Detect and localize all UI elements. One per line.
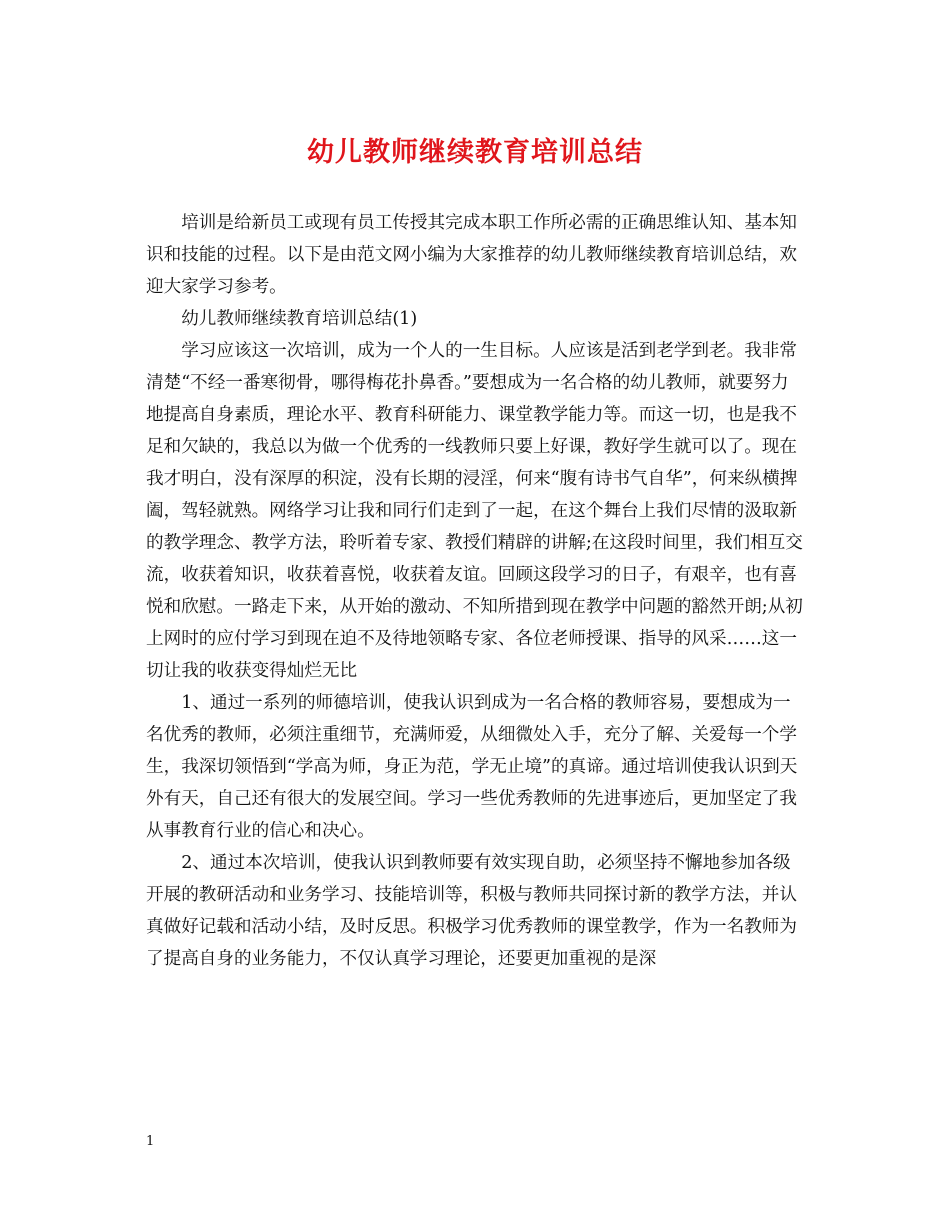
page-number: 1 — [146, 1134, 155, 1149]
paragraph-point-2: 2、通过本次培训，使我认识到教师要有效实现自助，必须坚持不懈地参加各级开展的教研活动和业务学习、技能培训等，积极与教师共同探讨新的教学方法，并认真做好记载和活动小结，及时反思。积极学习优秀教师的课堂教学，作为一名教师为了提高自身的业务能力，不仅认真学习理论，还要更加重视的是深 — [146, 853, 797, 969]
document-title: 幼儿教师继续教育培训总结 — [307, 137, 643, 168]
paragraph-point-1: 1、通过一系列的师德培训，使我认识到成为一名合格的教师容易，要想成为一名优秀的教师，必须注重细节，充满师爱，从细微处入手，充分了解、关爱每一个学生，我深切领悟到“学高为师，身正为范，学无止境”的真谛。通过培训使我认识到天外有天，自己还有很大的发展空间。学习一些优秀教师的先进事迹后，更加坚定了我从事教育行业的信心和决心。 — [146, 693, 798, 841]
document-body — [146, 207, 806, 975]
paragraph-reflection: 学习应该这一次培训，成为一个人的一生目标。人应该是活到老学到老。我非常清楚“不经一番寒彻骨，哪得梅花扑鼻香。”要想成为一名合格的幼儿教师，就要努力地提高自身素质，理论水平、教育科研能力、课堂教学能力等。而这一切，也是我不足和欠缺的，我总以为做一个优秀的一线教师只要上好课，教好学生就可以了。现在我才明白，没有深厚的积淀，没有长期的浸淫，何来“腹有诗书气自华”，何来纵横捭阖，驾轻就熟。网络学习让我和同行们走到了一起，在这个舞台上我们尽情的汲取新的教学理念、教学方法，聆听着专家、教授们精辟的讲解;在这段时间里，我们相互交流，收获着知识，收获着喜悦，收获着友谊。回顾这段学习的日子，有艰辛，也有喜悦和欣慰。一路走下来，从开始的激动、不知所措到现在教学中问题的豁然开朗;从初上网时的应付学习到现在迫不及待地领略专家、各位老师授课、指导的风采……这一切让我的收获变得灿烂无比 — [146, 341, 803, 681]
paragraph-intro: 培训是给新员工或现有员工传授其完成本职工作所必需的正确思维认知、基本知识和技能的过程。以下是由范文网小编为大家推荐的幼儿教师继续教育培训总结，欢迎大家学习参考。 — [146, 213, 797, 297]
paragraph-subtitle: 幼儿教师继续教育培训总结(1) — [181, 309, 418, 329]
